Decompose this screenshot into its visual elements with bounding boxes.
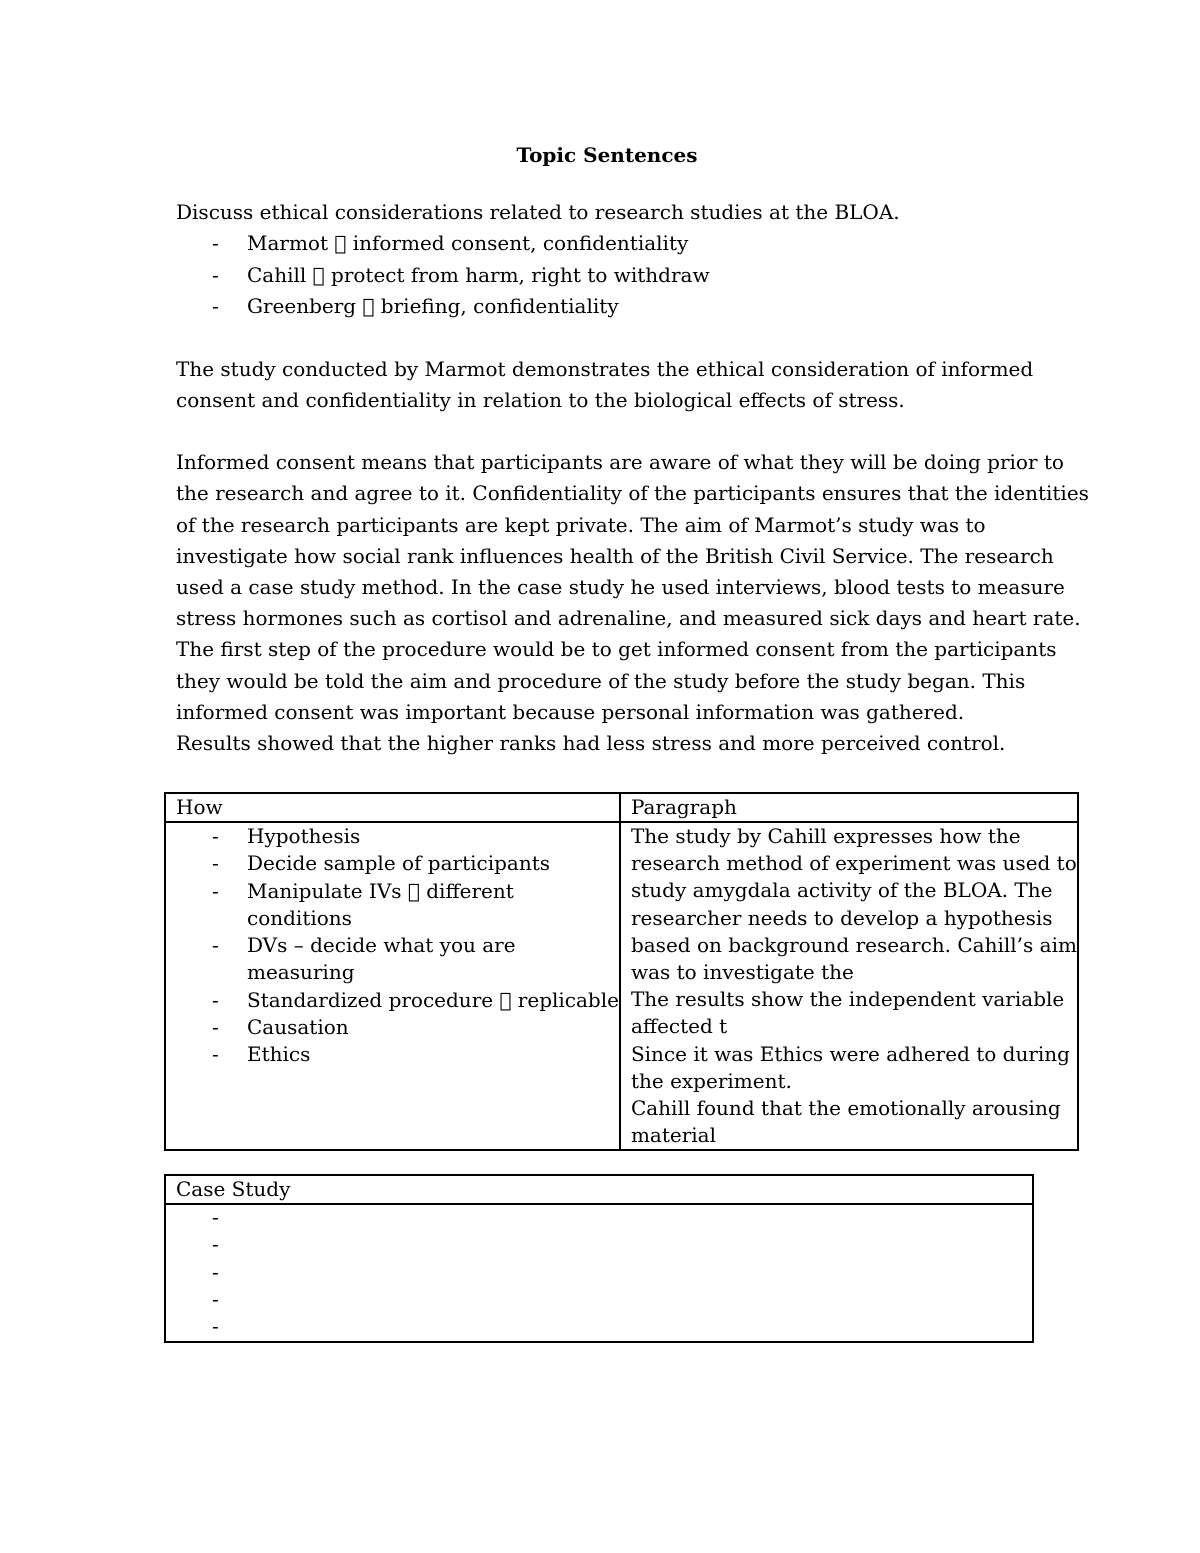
how-list bbox=[176, 823, 619, 1069]
bullet-dash: - bbox=[212, 1314, 219, 1339]
outline-item: - Cahill protect from harm, right to withdraw bbox=[176, 260, 1036, 292]
case-study-item bbox=[176, 1205, 1032, 1232]
document-title: Topic Sentences bbox=[516, 143, 698, 167]
case-study-item bbox=[176, 1287, 1032, 1314]
case-study-item bbox=[176, 1232, 1032, 1259]
bullet-dash: - bbox=[212, 231, 219, 256]
case-study-body-cell bbox=[165, 1204, 1033, 1342]
bullet-dash: - bbox=[212, 1042, 219, 1067]
bullet-dash: - bbox=[212, 960, 219, 985]
how-item: - Causation bbox=[176, 1014, 619, 1041]
how-paragraph-table bbox=[164, 792, 1079, 1151]
how-item: - Decide sample of participants bbox=[176, 850, 619, 877]
bullet-dash: - bbox=[212, 1286, 219, 1311]
bullet-dash: - bbox=[212, 851, 219, 876]
bullet-dash: - bbox=[212, 1015, 219, 1040]
bullet-dash: - bbox=[212, 824, 219, 848]
document-page bbox=[176, 140, 1089, 759]
how-item: - Standardized procedure replicable bbox=[176, 987, 619, 1014]
paragraph-cell: The study by Cahill expresses how the research method of experiment was used to study amygdala activity of the BLOA. The researcher needs to develop a hypothesis based on background research. Cahill’s aim was to investigate the The results show the independent variable affected t Since it was Ethics were adhered to during the experiment. Cahill found that the emotionally arousing material bbox=[620, 822, 1078, 1150]
outline-item: - Greenberg briefing, confidentiality bbox=[176, 291, 1036, 323]
case-study-header-cell: Case Study bbox=[165, 1175, 1033, 1204]
how-item: - Hypothesis bbox=[176, 823, 619, 850]
body-paragraph: Informed consent means that participants are aware of what they will be doing prior to the research and agree to it. Confidentiality of the participants ensures that the identities of the research participants are kept private. The aim of Marmot’s study was to investigate how social rank influences health of the British Civil Service. The research used a case study method. In the case study he used interviews, blood tests to measure stress hormones such as cortisol and adrenaline, and measured sick days and heart rate. The first step of the procedure would be to get informed consent from the participants they would be told the aim and procedure of the study before the study began. This informed consent was important because personal information was gathered. Results showed that the higher ranks had less stress and more perceived control. bbox=[176, 450, 1089, 755]
outline-item: - Marmot informed consent, confidentiality bbox=[176, 228, 1036, 260]
how-header-cell: How bbox=[165, 793, 620, 822]
topic-sentence: The study conducted by Marmot demonstrates the ethical consideration of informed consent and confidentiality in relation to the biological effects of stress. bbox=[176, 356, 1034, 412]
bullet-dash: - bbox=[212, 905, 219, 930]
paragraph-header-cell: Paragraph bbox=[620, 793, 1078, 822]
bullet-dash: - bbox=[212, 1259, 219, 1284]
bullet-dash: - bbox=[212, 262, 219, 287]
bullet-dash: - bbox=[212, 294, 219, 319]
outline-list bbox=[176, 228, 1036, 323]
case-study-table bbox=[164, 1174, 1034, 1343]
case-study-item bbox=[176, 1314, 1032, 1341]
how-list-cell bbox=[165, 822, 620, 1150]
case-study-list bbox=[176, 1205, 1032, 1341]
case-study-item bbox=[176, 1260, 1032, 1287]
how-item: - DVs – decide what you are measuring bbox=[176, 932, 619, 987]
how-item: - Manipulate IVs different conditions bbox=[176, 878, 619, 933]
bullet-dash: - bbox=[212, 1205, 219, 1229]
bullet-dash: - bbox=[212, 1232, 219, 1257]
how-item: - Ethics bbox=[176, 1041, 619, 1068]
prompt-text: Discuss ethical considerations related to research studies at the BLOA. bbox=[176, 200, 900, 224]
bullet-dash: - bbox=[212, 878, 219, 903]
